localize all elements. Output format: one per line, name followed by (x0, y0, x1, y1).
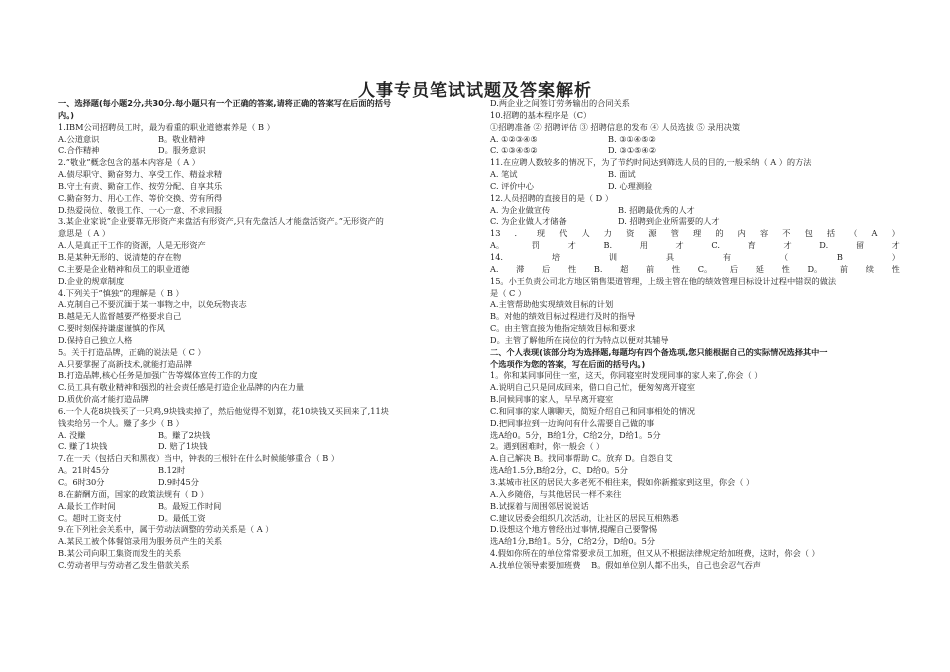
question-6-cont: 钱卖给另一个人。赚了多少（ B ） (58, 417, 184, 428)
q2-option-c: C.勤奋努力、用心工作、等价交换、劳有所得 (58, 192, 223, 203)
q12-options-row2: C. 为企业做人才储备 D. 招聘到企业所需要的人才 (490, 216, 720, 227)
q9-option-c: C.劳动者甲与劳动者乙发生借款关系 (58, 559, 190, 570)
question-14: 14. 培 训 具 有 （ B ） (490, 251, 900, 262)
section-1-heading-cont: 内。) (58, 109, 75, 120)
personal-question-3: 3.某城市社区的居民大多老死不相往来，假如你新搬家到这里，你会（ ） (490, 477, 755, 487)
question-7: 7.在一天（包括白天和黑夜）当中，钟表的三根针在什么时候能够重合（ B ） (58, 453, 340, 464)
question-11: 11.在应聘人数较多的情况下，为了节约时间达到筛选人员的目的,一般采纳（ A ）的方法 (490, 157, 812, 168)
q2-option-d: D.热爱岗位、敬畏工作、一心一意、不求回报 (58, 204, 223, 215)
q15-option-a: A.主管帮助他实现绩效目标的计划 (490, 299, 614, 310)
q1-options-row1: A.公道意识 B。敬业精神 (58, 133, 205, 144)
p3-scoring: 选A给1分,B给1。5分，C给2分，D给0。5分 (490, 536, 656, 547)
q9-option-b: B.某公司向职工集资而发生的关系 (58, 548, 182, 559)
p3-option-c: C.建议居委会组织几次活动，让社区的居民互相熟悉 (490, 512, 679, 523)
question-15: 15。小王负责公司北方地区销售渠道管理，上级主管在他的绩效管理目标设计过程中错误的做法 (490, 275, 837, 286)
q7-options-row1: A。21时45分 B.12时 (58, 465, 186, 476)
q9-option-d: D.两企业之间签订劳务输出的合同关系 (490, 98, 630, 108)
q14-options: A. 滞 后 性 B. 超 前 性 C。 后 延 性 D。 前 续 性 (490, 263, 900, 274)
p1-option-c: C.和同事的家人聊聊天，简短介绍自己和同事相处的情况 (490, 405, 696, 416)
personal-question-2: 2。遇到困难时，你一般会（ ） (490, 441, 605, 452)
question-3: 3.某企业家说”企业要靠无形资产来盘活有形资产,只有先盘活人才能盘活资产。”无形资产的 (58, 216, 384, 227)
question-9: 9.在下列社会关系中，属于劳动法调整的劳动关系是（ A ） (58, 524, 274, 535)
question-10: 10.招聘的基本程序是（C） (490, 109, 592, 120)
personal-question-1: 1。你和某同事同住一室，这天，你同寝室时发现同事的家人来了,你会（ ） (490, 370, 763, 381)
p3-option-a: A.入乡随俗，与其他居民一样不来往 (490, 488, 622, 499)
q4-option-d: D.保持自己独立人格 (58, 334, 133, 345)
q15-option-c: C。由主管直接为他指定绩效目标和要求 (490, 323, 636, 334)
q10-steps: ①招聘准备 ② 招聘评估 ③ 招聘信息的发布 ④ 人员选拔 ⑤ 录用决策 (490, 121, 741, 132)
q5-option-b: B.打造品牌,核心任务是加强广告等媒体宣传工作的力度 (58, 370, 258, 381)
question-3-cont: 意思是（ A ） (58, 228, 111, 239)
p1-scoring: 选A给0。5分，B给1分，C给2分，D给1。5分 (490, 429, 661, 440)
section-2-heading-cont: 个选项作为您的答案，写在后面的括号内。) (490, 358, 646, 369)
q10-options-row1: A. ①②③④⑤ B. ③①④⑤② (490, 133, 656, 144)
q3-option-a: A.人是真正干工作的资源，人是无形资产 (58, 240, 206, 251)
q4-option-b: B.越是无人监督越要严格要求自己 (58, 311, 182, 322)
p2-scoring: 选A给1.5分,B给2分，C、D给0。5分 (490, 465, 628, 476)
left-column (58, 98, 470, 572)
q7-options-row2: C。6时30分 D.9时45分 (58, 477, 199, 487)
q4-option-c: C.要时刻保持谦虚谨慎的作风 (58, 323, 165, 334)
q5-option-c: C.员工具有敬业精神和强烈的社会责任感是打造企业品牌的内在力量 (58, 382, 305, 393)
p2-options: A.自己解决 B。找同事帮助 C。放弃 D。自怨自艾 (490, 453, 673, 464)
q11-options-row2: C. 评价中心 D. 心理测验 (490, 180, 653, 191)
p1-option-b: B.同候同事的家人，早早离开寝室 (490, 394, 614, 405)
q4-option-a: A.克制自己不要沉湎于某一事物之中，以免玩物丧志 (58, 299, 247, 310)
question-2: 2.”敬业”概念包含的基本内容是（ A ） (58, 157, 200, 168)
right-column (490, 98, 900, 572)
question-15-cont: 是（ C ） (490, 287, 527, 298)
document-title: 人事专员笔试试题及答案解析 (358, 81, 592, 101)
question-5: 5。关于打造品牌，正确的说法是（ C ） (58, 346, 206, 357)
q6-options-row2: C. 赚了1块钱 D. 赔了1块钱 (58, 441, 208, 452)
q8-options-row1: A.最长工作时间 B。最短工作时间 (58, 500, 222, 511)
personal-question-4: 4.假如你所在的单位常常要求员工加班，但又从不根据法律规定给加班费，这时，你会（ ） (490, 548, 820, 559)
section-2-heading: 二、个人表现(该部分均为选择题,每题均有四个备选项,您只能根据自己的实际情况选择其中一 (490, 346, 828, 357)
q5-option-d: D.质优价高才能打造品牌 (58, 394, 149, 405)
question-4: 4.下列关于”慎独”的理解是（ B ） (58, 287, 184, 298)
p3-option-b: B.试探着与周围邻居说说话 (490, 500, 589, 511)
q10-options-row2: C. ①③④⑤② D. ③①⑤④② (490, 145, 657, 156)
q2-option-b: B.守土有责、勤奋工作、按劳分配、自享其乐 (58, 180, 223, 191)
section-1-heading: 一、选择题(每小题2分,共30分.每小题只有一个正确的答案,请将正确的答案写在后面的括号 (58, 98, 392, 108)
q9-option-a: A.某民工被个体餐馆录用为服务员产生的关系 (58, 536, 223, 547)
q6-options-row1: A. 没赚 B。赚了2块钱 (58, 429, 211, 440)
question-12: 12.人员招聘的直接目的是（ D ） (490, 192, 614, 203)
question-13: 13 ． 现 代 人 力 资 源 管 理 的 内 容 不 包 括 （ A ） (490, 228, 900, 239)
question-8: 8.在薪酬方面，国家的政策法规有（ D ） (58, 488, 209, 499)
q12-options-row1: A. 为企业做宣传 B. 招聘最优秀的人才 (490, 204, 695, 215)
q8-options-row2: C。超时工资支付 D。最低工资 (58, 512, 206, 523)
q15-option-b: B。对他的绩效目标过程进行及时的指导 (490, 311, 636, 322)
p4-options: A.找单位领导索要加班费 B。假如单位别人都不出头，自己也会忍气吞声 (490, 559, 761, 570)
p3-option-d: D.设想这个地方曾经出过事情,提醒自己要警惕 (490, 524, 658, 535)
q3-option-c: C.主要是企业精神和员工的职业道德 (58, 263, 190, 274)
question-1: 1.IBM公司招聘员工时，最为看重的职业道德素养是（ B ） (58, 121, 275, 132)
q1-options-row2: C.合作精神 D。服务意识 (58, 145, 206, 156)
question-6: 6.一个人花8块钱买了一只鸡,9块钱卖掉了，然后他觉得不划算，花10块钱又买回来了,11块 (58, 405, 389, 416)
q2-option-a: A.债尽职守、勤奋努力、享受工作、精益求精 (58, 169, 223, 180)
q11-options-row1: A. 笔试 B. 面试 (490, 169, 636, 180)
q3-option-b: B.是某种无形的、说清楚的存在物 (58, 251, 182, 262)
p1-option-a: A.说明自己只是同成回来，借口自己忙，便匆匆离开寝室 (490, 382, 696, 393)
q5-option-a: A.只要掌握了高新技术,就能打造品牌 (58, 358, 192, 369)
p1-option-d: D.把同事拉到一边询问有什么需要自己做的事 (490, 417, 655, 428)
q15-option-d: D。主管了解他所在岗位的行为特点以便对其辅导 (490, 334, 669, 345)
q3-option-d: D.企业的规章制度 (58, 275, 125, 286)
q13-options: A。 罚 才 B. 用 才 C. 育 才 D. 留 才 (490, 240, 900, 251)
